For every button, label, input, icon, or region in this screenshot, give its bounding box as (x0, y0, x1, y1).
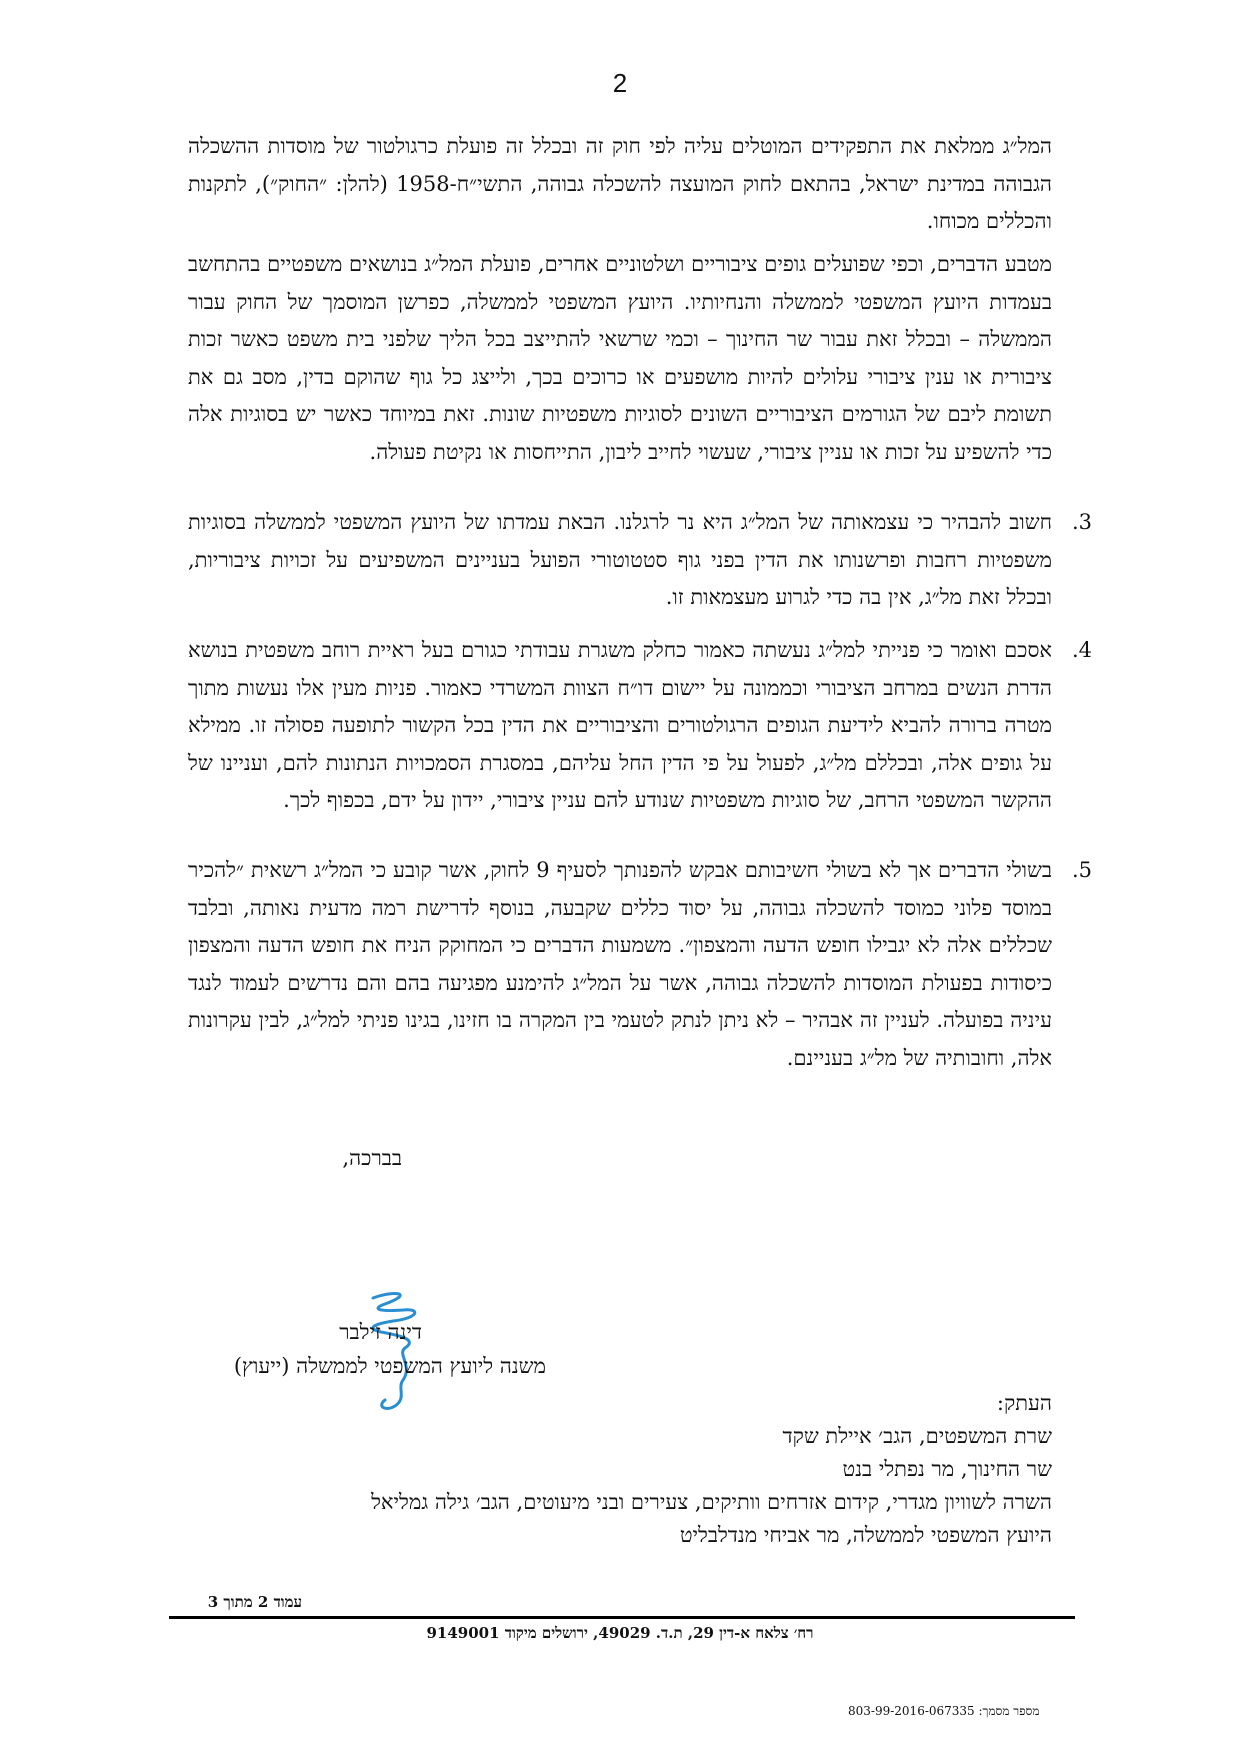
paragraph-3 (188, 504, 1092, 617)
footer-address: רח׳ צלאח א-דין 29, ת.ד. 49029, ירושלים מיקוד 9149001 (426, 1624, 814, 1642)
cc-recipient: היועץ המשפטי לממשלה, מר אביחי מנדלבליט (679, 1523, 1052, 1547)
cc-label: העתק: (996, 1391, 1052, 1415)
paragraph-number: 3. (1071, 510, 1092, 534)
footer-doc-number: מספר מסמך: 803-99-2016-067335 (848, 1704, 1040, 1718)
signer-name: דינה זילבר (339, 1320, 422, 1344)
paragraph-number: 4. (1071, 638, 1092, 662)
paragraph-text: אסכם ואומר כי פנייתי למל״ג נעשתה כאמור כחלק משגרת עבודתי כגורם בעל ראיית רוחב משפטית בנושא הדרת הנשים במרחב הציבורי וכממונה על יישום דו״ח הצוות המשרדי כאמור. פניות מעין אלו נעשות מתוך מטרה ברורה להביא לידיעת הגופים הרגולטורים והציבוריים את הדין בכל הקשור לתופעה פסולה זו. ממילא על גופים אלה, ובכללם מל״ג, לפעול על פי הדין החל עליהם, במסגרת הסמכויות הנתונות להם, ועניינו של ההקשר המשפטי הרחב, של סוגיות משפטיות שנודע להם עניין ציבורי, יידון על ידם, בכפוף לכך. (188, 638, 1052, 812)
cc-recipient: שרת המשפטים, הגב׳ איילת שקד (782, 1424, 1052, 1448)
page-number: 2 (612, 68, 628, 98)
paragraph-intro: המל״ג ממלאת את התפקידים המוטלים עליה לפי חוק זה ובכלל זה פועלת כרגולטור של מוסדות ההשכלה הגבוהה במדינת ישראל, בהתאם לחוק המועצה להשכלה גבוהה, התשי״ח-1958 (להלן: ״החוק״), לתקנות והכללים מכוחו. (188, 134, 1052, 233)
cc-recipient: השרה לשוויון מגדרי, קידום אזרחים וותיקים, צעירים ובני מיעוטים, הגב׳ גילה גמליאל (371, 1490, 1052, 1514)
paragraph-context: מטבע הדברים, וכפי שפועלים גופים ציבוריים ושלטוניים אחרים, פועלת המל״ג בנושאים משפטיים בהתחשב בעמדות היועץ המשפטי לממשלה והנחיותיו. היועץ המשפטי לממשלה, כפרשן המוסמך של החוק עבור הממשלה – ובכלל זאת עבור שר החינוך – וכמי שרשאי להתייצב בכל הליך שלפני בית משפט כאשר זכות ציבורית או ענין ציבורי עלולים להיות מושפעים או כרוכים בכך, ולייצג כל גוף שהוקם בדין, מסב גם את תשומת ליבם של הגורמים הציבוריים השונים לסוגיות משפטיות שונות. זאת במיוחד כאשר יש בסוגיות אלה כדי להשפיע על זכות או עניין ציבורי, שעשוי לחייב ליבון, התייחסות או נקיטת פעולה. (188, 252, 1052, 464)
paragraph-5 (188, 852, 1092, 1077)
footer-divider (169, 1616, 1075, 1619)
paragraph-text: חשוב להבהיר כי עצמאותה של המל״ג היא נר לרגלנו. הבאת עמדתו של היועץ המשפטי לממשלה בסוגיות משפטיות רחבות ופרשנותו את הדין בפני גוף סטטוטורי הפועל בעניינים המשפיעים על זכויות ציבוריות, ובכלל זאת מל״ג, אין בה כדי לגרוע מעצמאות זו. (188, 510, 1052, 609)
cc-block (371, 1387, 1052, 1552)
cc-recipient: שר החינוך, מר נפתלי בנט (842, 1457, 1052, 1481)
paragraph-4 (188, 632, 1092, 820)
closing-greeting: בברכה, (342, 1146, 402, 1170)
paragraph-text: בשולי הדברים אך לא בשולי חשיבותם אבקש להפנותך לסעיף 9 לחוק, אשר קובע כי המל״ג רשאית ״להכיר במוסד פלוני כמוסד להשכלה גבוהה, על יסוד כללים שקבעה, בנוסף לדרישת רמה מדעית נאותה, ובלבד שכללים אלה לא יגבילו חופש הדעה והמצפון״. משמעות הדברים כי המחוקק הניח את חופש הדעה והמצפון כיסודות בפעולת המוסדות להשכלה גבוהה, אשר על המל״ג להימנע מפגיעה בהם והם נדרשים לעמוד לנגד עיניה בפועלה. לעניין זה אבהיר – לא ניתן לנתק לטעמי בין המקרה בו חזינו, בגינו פניתי למל״ג, לבין עקרונות אלה, וחובותיה של מל״ג בעניינם. (188, 858, 1052, 1070)
signer-title: משנה ליועץ המשפטי לממשלה (ייעוץ) (233, 1354, 546, 1378)
footer-page-info: עמוד 2 מתוך 3 (207, 1593, 302, 1611)
paragraph-number: 5. (1071, 858, 1092, 882)
